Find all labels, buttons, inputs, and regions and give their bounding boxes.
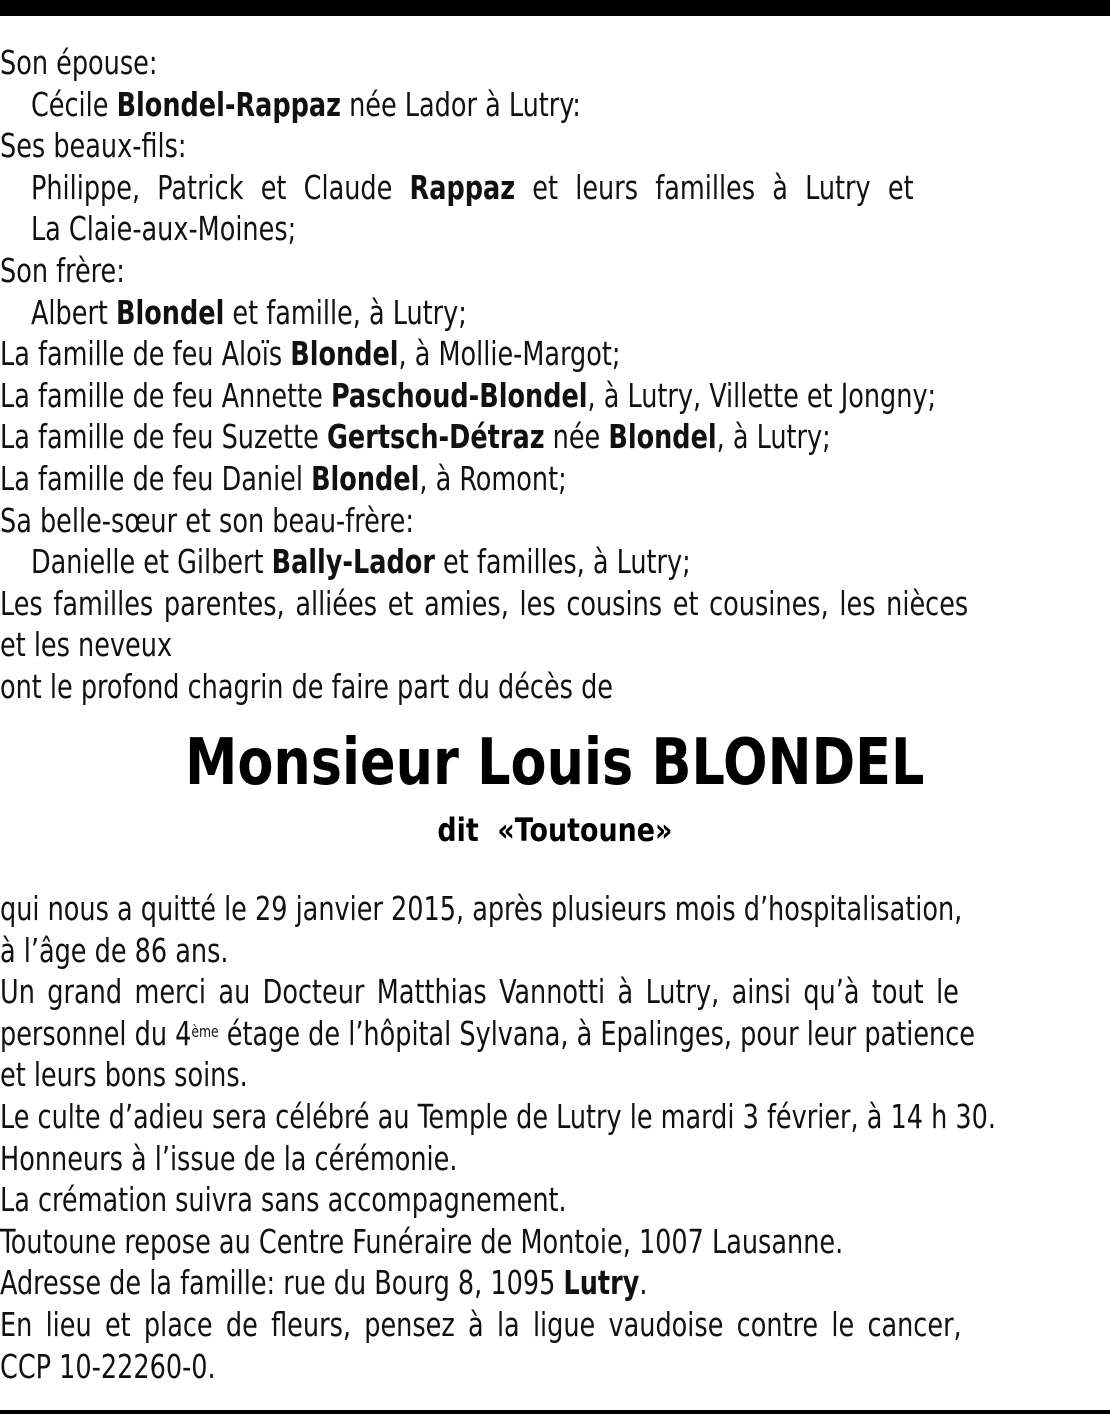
detail-line: personnel du 4ème étage de l’hôpital Sylvana, à Epalinges, pour leur patience	[0, 1013, 975, 1053]
detail-line: Honneurs à l’issue de la cérémonie.	[0, 1138, 458, 1178]
bottom-rule	[0, 1410, 1110, 1414]
family-line: La famille de feu Aloïs Blondel, à Mollie-Margot;	[0, 334, 621, 374]
superscript: ème	[191, 1021, 219, 1041]
family-line: ont le profond chagrin de faire part du décès de	[0, 666, 614, 706]
family-list	[0, 42, 1110, 708]
family-line: La famille de feu Daniel Blondel, à Romont;	[0, 458, 567, 498]
family-line: Ses beaux-fils:	[0, 126, 187, 166]
detail-line: Toutoune repose au Centre Funéraire de Montoie, 1007 Lausanne.	[0, 1221, 844, 1261]
detail-line: En lieu et place de fleurs, pensez à la ligue vaudoise contre le cancer,	[0, 1304, 962, 1344]
top-rule	[0, 0, 1110, 16]
family-line: Sa belle-sœur et son beau-frère:	[0, 500, 414, 540]
family-line: Cécile Blondel-Rappaz née Lador à Lutry:	[30, 84, 581, 124]
family-line: Danielle et Gilbert Bally-Lador et familles, à Lutry;	[30, 542, 691, 582]
detail-line: qui nous a quitté le 29 janvier 2015, après plusieurs mois d’hospitalisation,	[0, 889, 963, 928]
family-line: Son épouse:	[0, 43, 158, 82]
detail-line: Le culte d’adieu sera célébré au Temple de Lutry le mardi 3 février, à 14 h 30.	[0, 1096, 996, 1136]
notice-details	[0, 888, 1110, 1387]
deceased-nickname: dit «Toutoune»	[437, 811, 673, 849]
detail-line: La crémation suivra sans accompagnement.	[0, 1180, 567, 1220]
deceased-name: Monsieur Louis BLONDEL	[185, 726, 925, 800]
detail-line: CCP 10-22260-0.	[0, 1346, 216, 1386]
family-line: Son frère:	[0, 250, 125, 290]
family-line: Philippe, Patrick et Claude Rappaz et leurs familles à Lutry et	[30, 167, 914, 207]
detail-line: et leurs bons soins.	[0, 1055, 248, 1095]
family-line: et les neveux	[0, 625, 173, 665]
family-line: La Claie-aux-Moines;	[30, 209, 297, 249]
family-line: La famille de feu Annette Paschoud-Blondel, à Lutry, Villette et Jongny;	[0, 375, 937, 415]
detail-line: Un grand merci au Docteur Matthias Vannotti à Lutry, ainsi qu’à tout le	[0, 972, 959, 1012]
detail-line: Adresse de la famille: rue du Bourg 8, 1095 Lutry.	[0, 1263, 648, 1303]
family-line: Albert Blondel et famille, à Lutry;	[30, 292, 467, 332]
detail-line: à l’âge de 86 ans.	[0, 930, 229, 970]
family-line: La famille de feu Suzette Gertsch-Détraz née Blondel, à Lutry;	[0, 417, 831, 457]
family-line: Les familles parentes, alliées et amies, les cousins et cousines, les nièces	[0, 583, 969, 623]
